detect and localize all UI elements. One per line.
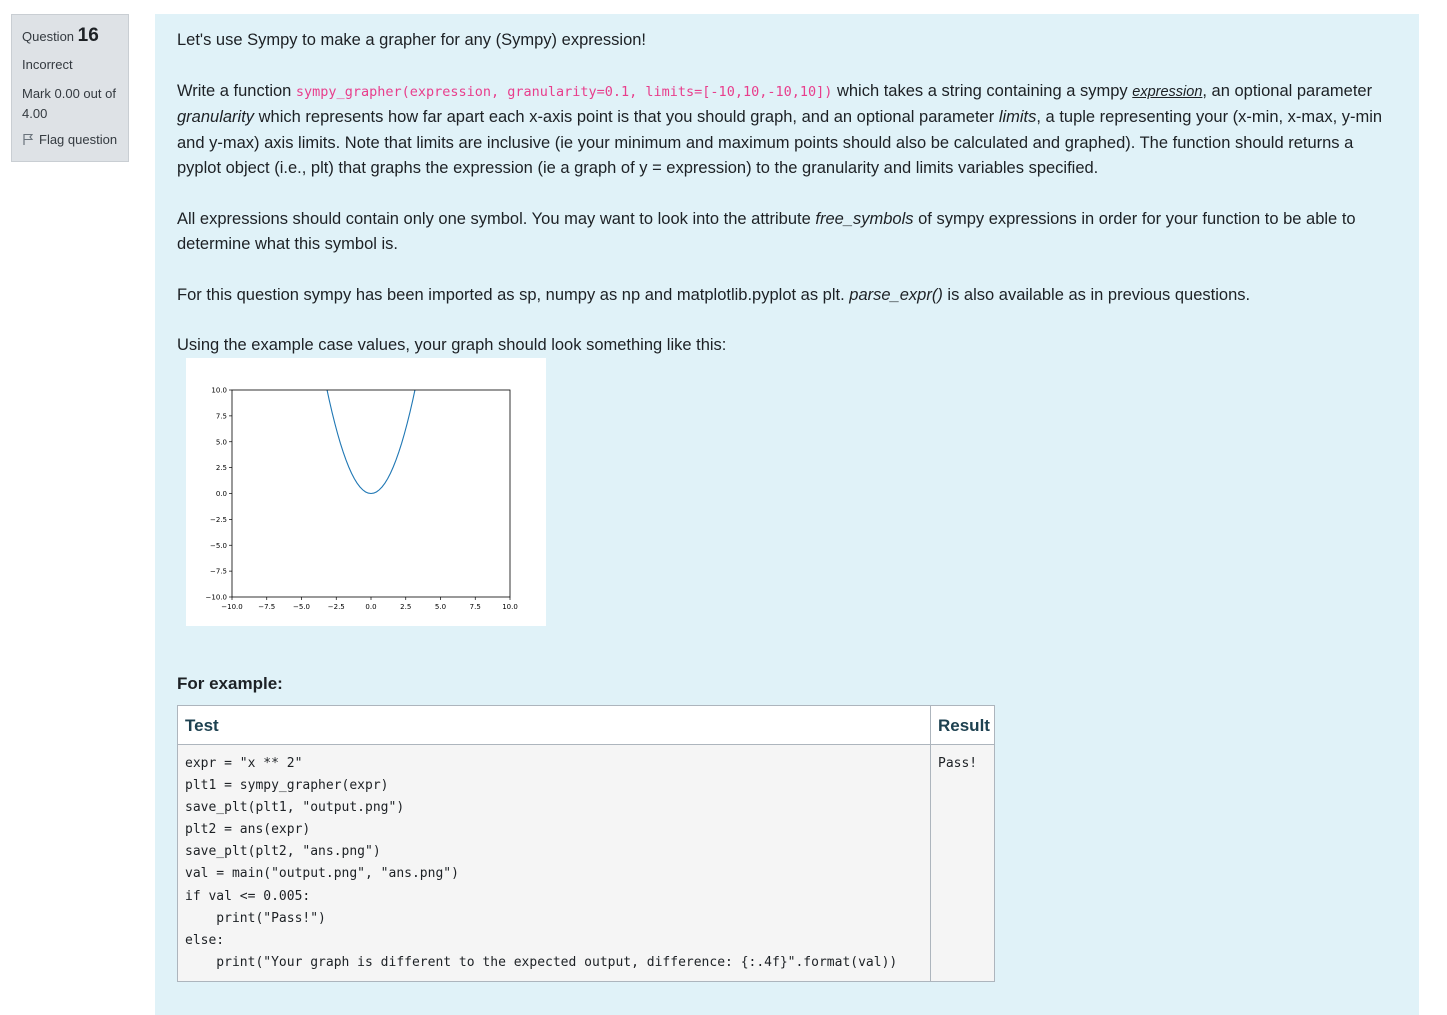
question-paragraph-example: Using the example case values, your graph should look something like this: <box>177 336 727 354</box>
question-paragraph-imports: For this question sympy has been imported as sp, numpy as np and matplotlib.pyplot as plt. parse_expr() is also available as in previous questions. <box>177 285 1251 304</box>
test-column-header: Test <box>178 706 931 745</box>
example-table <box>177 705 995 982</box>
expression-link[interactable]: expression <box>1132 83 1203 100</box>
flag-question-link[interactable] <box>22 132 118 147</box>
y-tick-label: −2.5 <box>210 515 227 524</box>
question-state: Incorrect <box>22 57 73 72</box>
question-number-label: Question 16 <box>22 25 99 46</box>
x-tick-label: −2.5 <box>327 603 345 611</box>
flag-question-label: Flag question <box>39 132 118 147</box>
y-tick-label: 2.5 <box>215 464 227 473</box>
question-intro: Let's use Sympy to make a grapher for any (Sympy) expression! <box>177 31 647 49</box>
x-tick-label: 10.0 <box>502 603 518 611</box>
question-paragraph-function: Write a function sympy_grapher(expression, granularity=0.1, limits=[-10,10,-10,10]) which takes a string containing a sympy expression, an optional parameter granularity which represents how far apart each x-axis point is that you should graph, and an optional parameter limits, a tuple representing your (x-min, x-max, y-min and y-max) axis limits. Note that limits are inclusive (ie your minimum and maximum points should also be calculated and graphed). The function should returns a pyplot object (i.e., plt) that graphs the expression (ie a graph of y = expression) to the granularity and limits variables specified. <box>177 81 1383 177</box>
y-tick-label: −7.5 <box>210 567 227 576</box>
result-output: Pass! <box>938 756 978 771</box>
question-content <box>155 14 1419 1015</box>
x-tick-label: 5.0 <box>434 603 447 611</box>
test-code: expr = "x ** 2" plt1 = sympy_grapher(expr) save_plt(plt1, "output.png") plt2 = ans(expr) save_plt(plt2, "ans.png") val = main("output.png", "ans.png") if val <= 0.005: print("Pass!") else: print("Your graph is different to the expected output, difference: {:.4f}".format(val)) <box>185 756 898 970</box>
y-tick-label: 7.5 <box>215 412 227 421</box>
y-tick-label: 5.0 <box>215 438 227 447</box>
y-tick-label: −5.0 <box>210 541 227 550</box>
y-tick-label: 10.0 <box>211 386 227 395</box>
example-graph-svg <box>186 358 546 626</box>
x-tick-label: 7.5 <box>469 603 481 611</box>
x-tick-label: −5.0 <box>293 603 310 611</box>
series-line-0 <box>327 388 416 494</box>
question-grade: Mark 0.00 out of 4.00 <box>22 86 116 121</box>
x-tick-label: −10.0 <box>221 603 243 611</box>
x-tick-label: 0.0 <box>365 603 377 611</box>
y-tick-label: 0.0 <box>215 490 227 498</box>
question-info-panel <box>11 14 129 162</box>
example-graph <box>186 358 546 626</box>
for-example-heading: For example: <box>177 674 283 693</box>
x-tick-label: 2.5 <box>400 603 412 611</box>
question-text <box>177 28 1392 384</box>
x-tick-label: −7.5 <box>258 603 276 611</box>
question-paragraph-symbols: All expressions should contain only one symbol. You may want to look into the attribute free_symbols of sympy expressions in order for your function to be able to determine what this symbol is. <box>177 209 1356 253</box>
y-tick-label: −10.0 <box>205 593 227 602</box>
function-signature-code: sympy_grapher(expression, granularity=0.1, limits=[-10,10,-10,10]) <box>295 83 833 100</box>
result-column-header: Result <box>931 706 994 745</box>
column-divider <box>930 745 931 981</box>
question-number: 16 <box>77 25 99 46</box>
flag-icon <box>22 133 34 146</box>
